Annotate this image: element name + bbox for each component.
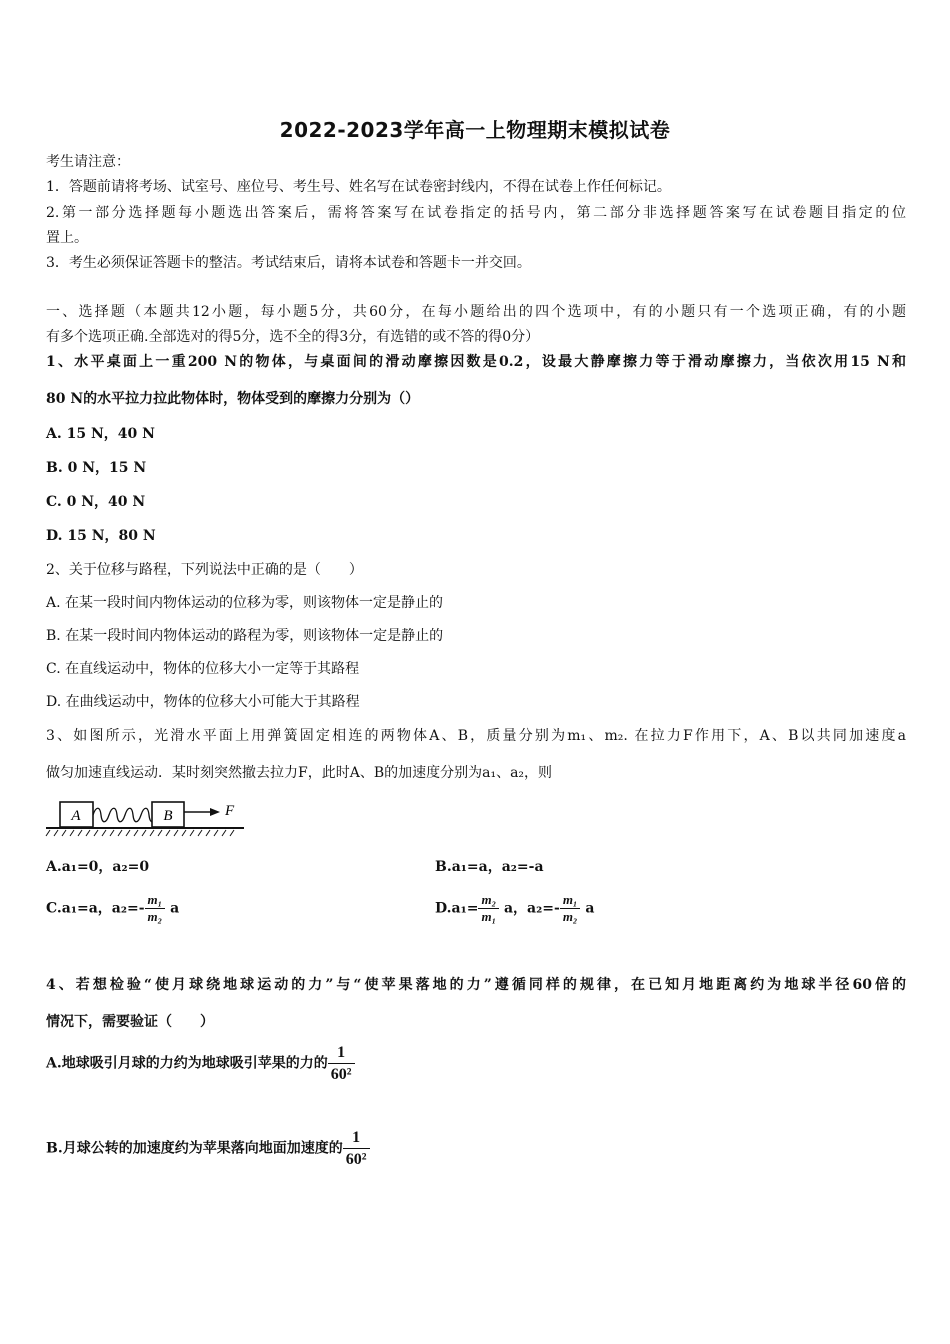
- notice-item: 置上。: [46, 230, 88, 246]
- section-instructions: 有多个选项正确.全部选对的得5分，选不全的得3分，有选错的或不答的得0分）: [46, 329, 540, 345]
- question-4-option-b: B.月球公转的加速度约为苹果落向地面加速度的 $\frac{1}{\text{60²}}$: [46, 1127, 370, 1170]
- block-b-label: B: [163, 808, 173, 824]
- block-a-label: A: [71, 808, 81, 824]
- question-1-option-c: C. 0 N，40 N: [46, 494, 146, 510]
- question-4-stem: 情况下，需要验证（ ）: [46, 1014, 214, 1030]
- ground-hatching: [46, 830, 234, 836]
- question-3-stem: 3、如图所示，光滑水平面上用弹簧固定相连的两物体A、B，质量分别为m₁、m₂. 在拉力F作用下，A、B以共同加速度a: [46, 728, 906, 744]
- question-3-option-c: C.a₁=a，a₂=- $\frac{\text{m₁}}{\text{m₂}}$ a: [46, 892, 180, 924]
- question-2-stem: 2、关于位移与路程，下列说法中正确的是（ ）: [46, 562, 363, 578]
- spring-blocks-figure: [44, 796, 249, 838]
- force-arrowhead: [210, 808, 220, 816]
- question-1-option-d: D. 15 N，80 N: [46, 528, 156, 544]
- question-1-stem: 80 N的水平拉力拉此物体时，物体受到的摩擦力分别为（）: [46, 391, 420, 407]
- question-1-option-b: B. 0 N，15 N: [46, 460, 147, 476]
- question-2-option-a: A. 在某一段时间内物体运动的位移为零，则该物体一定是静止的: [46, 595, 444, 611]
- question-3-option-d: D.a₁= $\frac{\text{m₂}}{\text{m₁}}$ a，a₂=- $\frac{\text{m₁}}{\text{m₂}}$ a: [435, 892, 595, 924]
- page-title: 2022-2023学年高一上物理期末模拟试卷: [279, 118, 671, 142]
- notice-item: 1．答题前请将考场、试室号、座位号、考生号、姓名写在试卷密封线内，不得在试卷上作任何标记。: [46, 179, 671, 195]
- question-2-option-c: C. 在直线运动中，物体的位移大小一定等于其路程: [46, 661, 360, 677]
- notice-item: 3．考生必须保证答题卡的整洁。考试结束后，请将本试卷和答题卡一并交回。: [46, 255, 531, 271]
- question-1-option-a: A. 15 N，40 N: [46, 426, 155, 442]
- force-label: F: [225, 803, 235, 819]
- notice-item: 2.第一部分选择题每小题选出答案后，需将答案写在试卷指定的括号内，第二部分非选择题答案写在试卷题目指定的位: [46, 205, 906, 221]
- question-3-stem: 做匀加速直线运动．某时刻突然撤去拉力F，此时A、B的加速度分别为a₁、a₂，则: [46, 765, 553, 781]
- question-2-option-b: B. 在某一段时间内物体运动的路程为零，则该物体一定是静止的: [46, 628, 444, 644]
- question-4-stem: 4、若想检验“使月球绕地球运动的力”与“使苹果落地的力”遵循同样的规律，在已知月地距离约为地球半径60倍的: [46, 977, 906, 993]
- spring: [93, 808, 159, 822]
- question-4-option-a: A.地球吸引月球的力约为地球吸引苹果的力的 $\frac{1}{\text{60²}}$: [46, 1042, 355, 1085]
- question-3-option-a: A.a₁=0，a₂=0: [46, 859, 150, 875]
- question-3-option-b: B.a₁=a，a₂=-a: [435, 859, 544, 875]
- section-instructions: 一、选择题（本题共12小题，每小题5分，共60分，在每小题给出的四个选项中，有的小题只有一个选项正确，有的小题: [46, 304, 906, 320]
- question-1-stem: 1、水平桌面上一重200 N的物体，与桌面间的滑动摩擦因数是0.2，设最大静摩擦力等于滑动摩擦力，当依次用15 N和: [46, 354, 906, 370]
- notice-heading: 考生请注意：: [46, 154, 130, 170]
- question-2-option-d: D. 在曲线运动中，物体的位移大小可能大于其路程: [46, 694, 360, 710]
